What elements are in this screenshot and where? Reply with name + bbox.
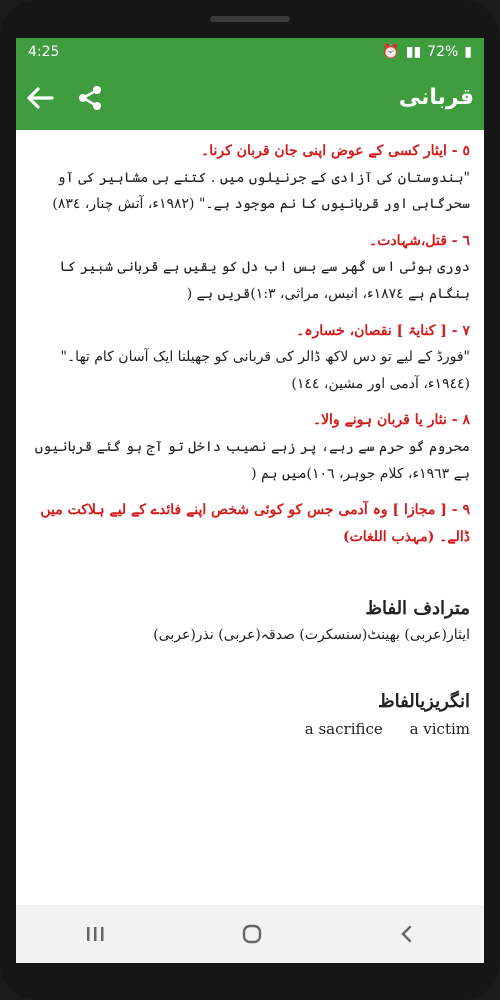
definition-8 xyxy=(30,407,470,487)
battery-percent: 72% xyxy=(427,43,459,60)
home-icon[interactable] xyxy=(241,923,263,945)
definition-5 xyxy=(30,138,470,218)
definition-body: "ہندوستان کی آزادی کے جرنیلوں میں . کتنے ہی مشاہیر کی آو سحرگاہی اور قربانیوں کا نم موجود ہے۔" (١٩٨٢ء، آتش چنار، ٨٣٤) xyxy=(52,169,470,213)
definition-9 xyxy=(30,497,470,550)
battery-icon: ▮ xyxy=(464,43,472,60)
screen xyxy=(16,38,484,963)
status-time: 4:25 xyxy=(28,43,60,60)
app-bar xyxy=(16,65,484,130)
definition-head: ٩ - [ مجازا ] وہ آدمی جس کو کوئی شخص اپنے فائدے کے لیے ہلاکت میں ڈالے۔ (مہذب اللغات) xyxy=(40,502,470,545)
english-words xyxy=(30,720,470,738)
status-icons xyxy=(382,44,472,60)
alarm-icon: ⏰ xyxy=(382,43,400,60)
definition-head: ٥ - ایثار کسی کے عوض اپنی جان قربان کرنا۔ xyxy=(201,143,470,159)
synonyms-section xyxy=(30,598,470,643)
definition-body: دوری ہوئی اس گھر سے بس اب دل کو یقیں ہے قربانی شبیر کا ہنگام ہے ١٨٧٤ء، انیس، مراثی، ١:٣)قریں ہے ( xyxy=(59,259,470,302)
definition-6 xyxy=(30,228,470,308)
definition-head: ٦ - قتل،شہادت۔ xyxy=(369,232,470,249)
english-heading: انگریزیالفاظ xyxy=(377,691,470,713)
english-word: a victim xyxy=(409,720,470,739)
recents-icon[interactable] xyxy=(84,925,106,943)
synonyms-heading: مترادف الفاظ xyxy=(365,598,470,620)
definition-head: ٨ - نثار یا قربان ہونے والا۔ xyxy=(312,412,470,429)
synonyms-text: ایثار(عربی) بھینٹ(سنسکرت) صدقہ(عربی) نذر(عربی) xyxy=(153,627,470,644)
definition-head: ٧ - [ کنایۃ ] نقصان، خسارہ۔ xyxy=(296,322,470,339)
definition-body: محروم گو حرم سے رہے، پر زہے نصیب داخل تو آج ہو گئے قربانیوں ہے ١٩٦٣ء، کلام جوہر، ١٠٦)میں ہم ( xyxy=(34,438,470,482)
speaker-grille xyxy=(210,16,290,22)
back-nav-icon[interactable] xyxy=(398,924,416,944)
english-section xyxy=(30,691,470,738)
english-word: a sacrifice xyxy=(304,720,383,739)
system-nav-bar xyxy=(16,905,484,963)
dictionary-content xyxy=(16,130,484,896)
appbar-actions xyxy=(26,84,104,112)
page-title: قربانی xyxy=(398,85,474,110)
definition-body: "فورڈ کے لیے تو دس لاکھ ڈالر کی قربانی کو جھیلنا ایک آسان کام تھا۔" (١٩٤٤ء، آدمی اور مشین، ١٤٤) xyxy=(60,349,470,392)
definition-7 xyxy=(30,318,470,398)
back-arrow-icon[interactable] xyxy=(26,85,54,111)
status-bar xyxy=(16,38,484,65)
signal-icon: ▮▮ xyxy=(405,43,422,60)
share-icon[interactable] xyxy=(76,84,104,112)
